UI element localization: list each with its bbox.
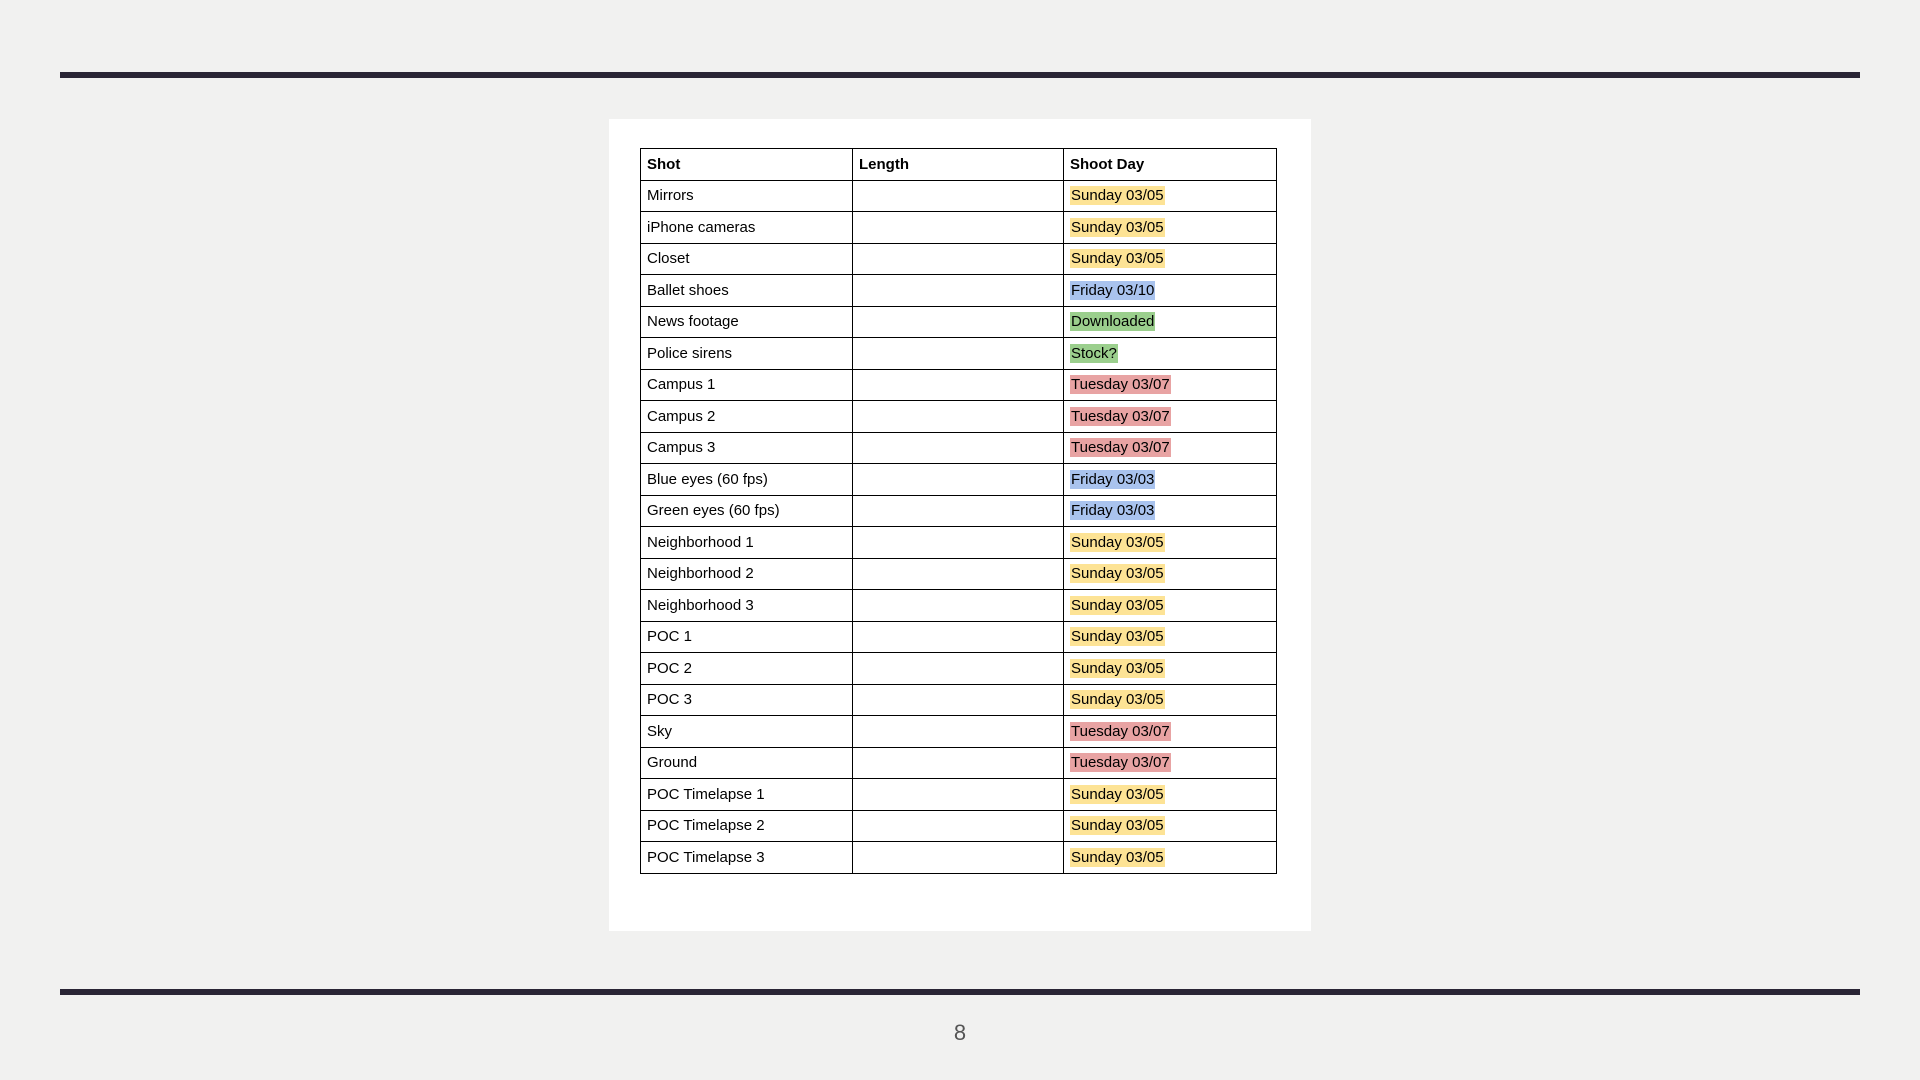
cell-shot: Neighborhood 2 [641, 558, 853, 590]
shoot-day-highlight: Tuesday 03/07 [1071, 407, 1170, 425]
shoot-day-highlight: Sunday 03/05 [1071, 565, 1164, 583]
table-row [641, 180, 1277, 212]
cell-length [853, 842, 1064, 874]
cell-length [853, 432, 1064, 464]
cell-shot: Sky [641, 716, 853, 748]
cell-shoot-day [1064, 842, 1277, 874]
table-row [641, 747, 1277, 779]
table-row [641, 810, 1277, 842]
cell-length [853, 684, 1064, 716]
cell-length [853, 401, 1064, 433]
cell-shot: Ballet shoes [641, 275, 853, 307]
cell-shoot-day [1064, 401, 1277, 433]
shoot-day-highlight: Stock? [1071, 344, 1117, 362]
cell-shot: POC Timelapse 1 [641, 779, 853, 811]
cell-shot: POC Timelapse 3 [641, 842, 853, 874]
shoot-day-highlight: Sunday 03/05 [1071, 659, 1164, 677]
cell-shot: POC 2 [641, 653, 853, 685]
shoot-day-highlight: Tuesday 03/07 [1071, 439, 1170, 457]
cell-length [853, 558, 1064, 590]
table-row [641, 369, 1277, 401]
cell-length [853, 180, 1064, 212]
cell-length [853, 621, 1064, 653]
table-row [641, 684, 1277, 716]
cell-shoot-day [1064, 180, 1277, 212]
cell-shoot-day [1064, 243, 1277, 275]
cell-length [853, 243, 1064, 275]
cell-shoot-day [1064, 621, 1277, 653]
cell-length [853, 495, 1064, 527]
cell-shoot-day [1064, 432, 1277, 464]
table-row [641, 779, 1277, 811]
cell-length [853, 527, 1064, 559]
table-header-row [641, 149, 1277, 181]
cell-length [853, 779, 1064, 811]
table-row [641, 842, 1277, 874]
cell-shot: Neighborhood 1 [641, 527, 853, 559]
shoot-day-highlight: Sunday 03/05 [1071, 785, 1164, 803]
header-shoot-day: Shoot Day [1064, 149, 1277, 181]
cell-shot: Neighborhood 3 [641, 590, 853, 622]
shoot-day-highlight: Sunday 03/05 [1071, 596, 1164, 614]
table-row [641, 621, 1277, 653]
shot-list-table [640, 148, 1277, 874]
table-row [641, 275, 1277, 307]
cell-shoot-day [1064, 558, 1277, 590]
table-row [641, 653, 1277, 685]
shoot-day-highlight: Sunday 03/05 [1071, 187, 1164, 205]
cell-shot: iPhone cameras [641, 212, 853, 244]
table-row [641, 464, 1277, 496]
cell-shot: Ground [641, 747, 853, 779]
cell-shot: POC Timelapse 2 [641, 810, 853, 842]
cell-length [853, 810, 1064, 842]
cell-length [853, 338, 1064, 370]
cell-shoot-day [1064, 369, 1277, 401]
cell-shoot-day [1064, 495, 1277, 527]
cell-shoot-day [1064, 212, 1277, 244]
cell-shot: POC 1 [641, 621, 853, 653]
shoot-day-highlight: Sunday 03/05 [1071, 628, 1164, 646]
cell-shot: POC 3 [641, 684, 853, 716]
cell-shot: News footage [641, 306, 853, 338]
table-row [641, 495, 1277, 527]
shoot-day-highlight: Downloaded [1071, 313, 1155, 331]
cell-shoot-day [1064, 338, 1277, 370]
cell-length [853, 306, 1064, 338]
cell-shoot-day [1064, 275, 1277, 307]
cell-shot: Blue eyes (60 fps) [641, 464, 853, 496]
table-row [641, 401, 1277, 433]
cell-shoot-day [1064, 716, 1277, 748]
cell-length [853, 464, 1064, 496]
cell-length [853, 747, 1064, 779]
shoot-day-highlight: Friday 03/10 [1071, 281, 1155, 299]
cell-length [853, 212, 1064, 244]
cell-length [853, 716, 1064, 748]
header-length: Length [853, 149, 1064, 181]
cell-shot: Campus 1 [641, 369, 853, 401]
cell-length [853, 653, 1064, 685]
shoot-day-highlight: Tuesday 03/07 [1071, 722, 1170, 740]
top-divider [60, 72, 1860, 78]
cell-length [853, 275, 1064, 307]
table-body [641, 180, 1277, 873]
shoot-day-highlight: Sunday 03/05 [1071, 218, 1164, 236]
shoot-day-highlight: Sunday 03/05 [1071, 691, 1164, 709]
cell-shoot-day [1064, 779, 1277, 811]
table-card [609, 119, 1311, 931]
cell-shot: Green eyes (60 fps) [641, 495, 853, 527]
cell-shoot-day [1064, 747, 1277, 779]
page-number: 8 [953, 1020, 967, 1045]
cell-shot: Campus 2 [641, 401, 853, 433]
cell-length [853, 369, 1064, 401]
table-row [641, 716, 1277, 748]
cell-shoot-day [1064, 464, 1277, 496]
table-row [641, 306, 1277, 338]
cell-shot: Campus 3 [641, 432, 853, 464]
cell-shot: Mirrors [641, 180, 853, 212]
cell-shot: Police sirens [641, 338, 853, 370]
table-row [641, 432, 1277, 464]
cell-shoot-day [1064, 810, 1277, 842]
bottom-divider [60, 989, 1860, 995]
cell-shoot-day [1064, 653, 1277, 685]
table-row [641, 527, 1277, 559]
shoot-day-highlight: Sunday 03/05 [1071, 848, 1164, 866]
cell-shoot-day [1064, 306, 1277, 338]
cell-shoot-day [1064, 684, 1277, 716]
shoot-day-highlight: Sunday 03/05 [1071, 250, 1164, 268]
shoot-day-highlight: Sunday 03/05 [1071, 533, 1164, 551]
shoot-day-highlight: Tuesday 03/07 [1071, 754, 1170, 772]
shoot-day-highlight: Friday 03/03 [1071, 502, 1155, 520]
cell-shoot-day [1064, 590, 1277, 622]
header-shot: Shot [641, 149, 853, 181]
cell-shot: Closet [641, 243, 853, 275]
table-row [641, 558, 1277, 590]
shoot-day-highlight: Friday 03/03 [1071, 470, 1155, 488]
cell-length [853, 590, 1064, 622]
table-row [641, 590, 1277, 622]
shoot-day-highlight: Sunday 03/05 [1071, 817, 1164, 835]
table-row [641, 243, 1277, 275]
table-row [641, 212, 1277, 244]
table-row [641, 338, 1277, 370]
cell-shoot-day [1064, 527, 1277, 559]
shoot-day-highlight: Tuesday 03/07 [1071, 376, 1170, 394]
